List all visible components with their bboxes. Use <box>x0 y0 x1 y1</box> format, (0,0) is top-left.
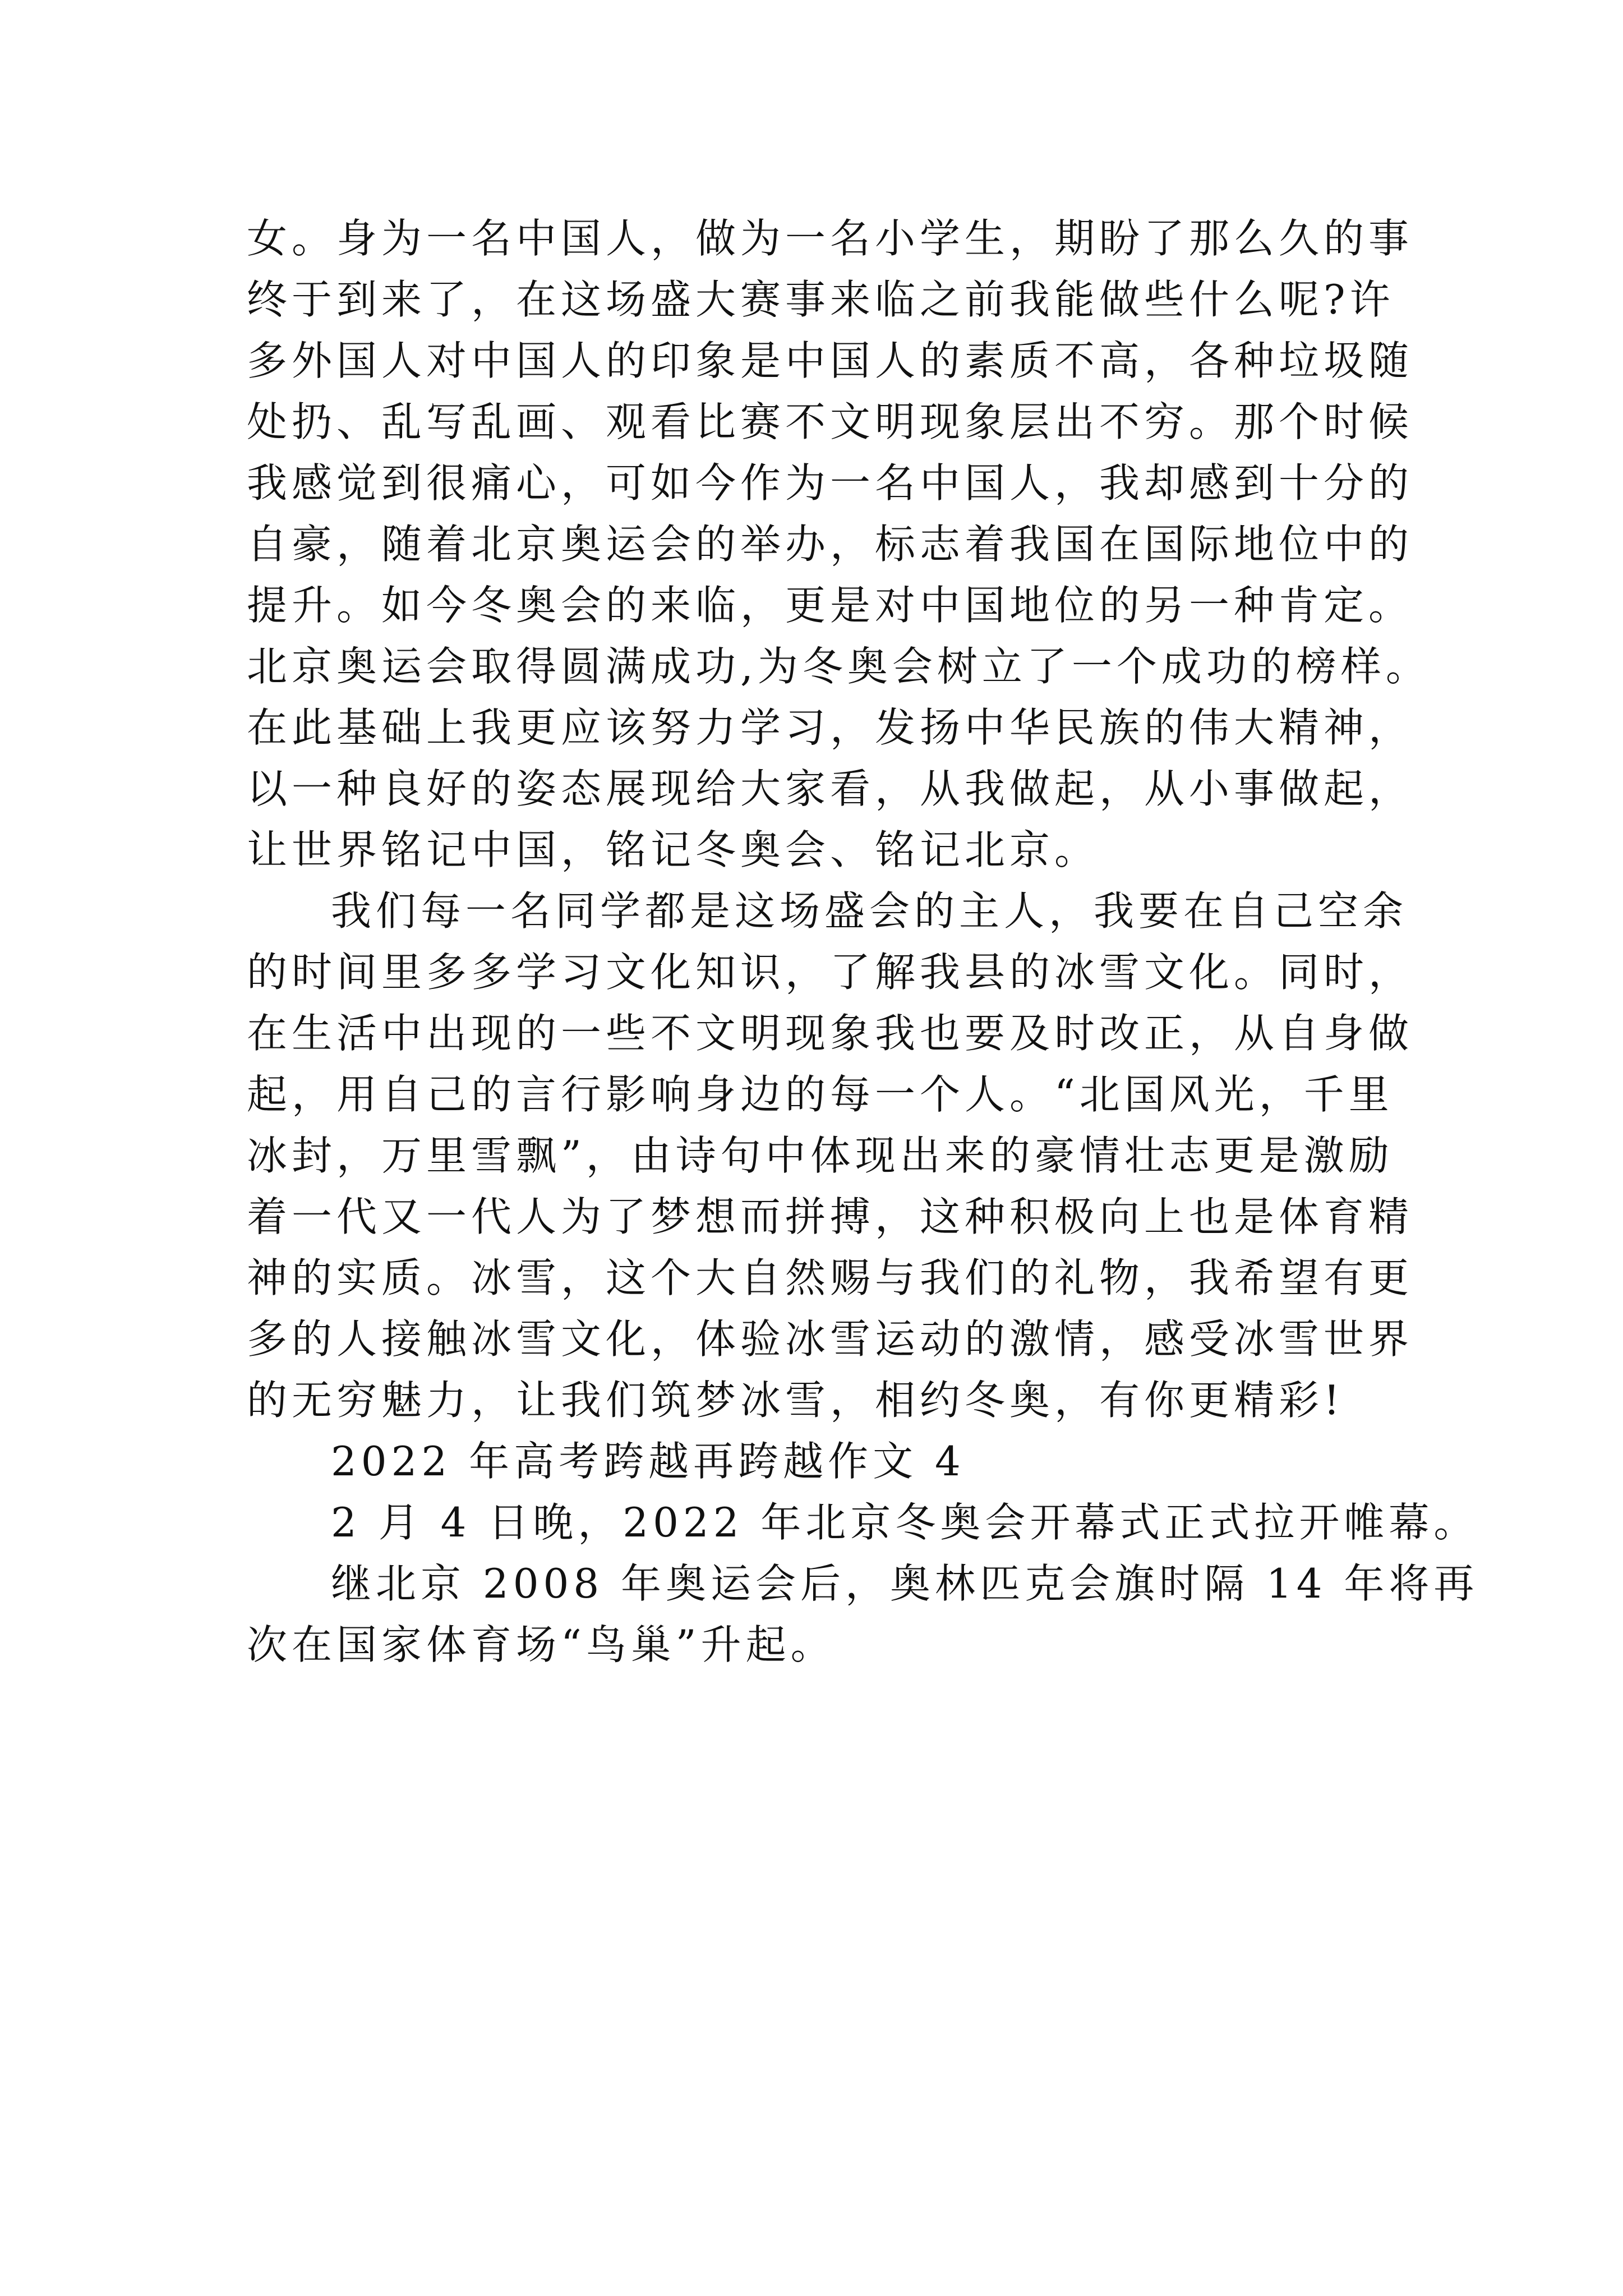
paragraph-line: 继北京 2008 年奥运会后，奥林匹克会旗时隔 14 年将再 <box>331 1560 1479 1607</box>
paragraph-line: 着一代又一代人为了梦想而拼搏，这种积极向上也是体育精 <box>247 1193 1414 1240</box>
section-heading: 2022 年高考跨越再跨越作文 4 <box>331 1438 965 1485</box>
paragraph-line: 北京奥运会取得圆满成功,为冬奥会树立了一个成功的榜样。 <box>247 643 1431 690</box>
paragraph-line: 冰封，万里雪飘”，由诗句中体现出来的豪情壮志更是激励 <box>247 1132 1394 1179</box>
paragraph-line: 提升。如今冬奥会的来临，更是对中国地位的另一种肯定。 <box>247 582 1414 629</box>
paragraph-line: 我感觉到很痛心，可如今作为一名中国人，我却感到十分的 <box>247 459 1414 507</box>
paragraph-line: 多的人接触冰雪文化，体验冰雪运动的激情，感受冰雪世界 <box>247 1315 1414 1363</box>
paragraph-line: 终于到来了，在这场盛大赛事来临之前我能做些什么呢?许 <box>247 276 1395 323</box>
paragraph-line: 多外国人对中国人的印象是中国人的素质不高，各种垃圾随 <box>247 337 1414 384</box>
paragraph-line: 的时间里多多学习文化知识，了解我县的冰雪文化。同时， <box>247 949 1414 996</box>
paragraph-line: 女。身为一名中国人，做为一名小学生，期盼了那么久的事 <box>247 215 1414 262</box>
paragraph-line: 神的实质。冰雪，这个大自然赐与我们的礼物，我希望有更 <box>247 1254 1414 1301</box>
paragraph-line: 2 月 4 日晚，2022 年北京冬奥会开幕式正式拉开帷幕。 <box>331 1499 1479 1546</box>
paragraph-line: 在此基础上我更应该努力学习，发扬中华民族的伟大精神， <box>247 704 1414 751</box>
paragraph-line: 在生活中出现的一些不文明现象我也要及时改正，从自身做 <box>247 1010 1414 1057</box>
paragraph-line: 自豪，随着北京奥运会的举办，标志着我国在国际地位中的 <box>247 521 1414 568</box>
paragraph-line: 我们每一名同学都是这场盛会的主人，我要在自己空余 <box>331 887 1408 935</box>
paragraph-line: 让世界铭记中国，铭记冬奥会、铭记北京。 <box>247 826 1100 873</box>
paragraph-line: 处扔、乱写乱画、观看比赛不文明现象层出不穷。那个时候 <box>247 398 1414 445</box>
paragraph-line: 的无穷魅力，让我们筑梦冰雪，相约冬奥，有你更精彩! <box>247 1377 1344 1424</box>
paragraph-line: 起，用自己的言行影响身边的每一个人。“北国风光，千里 <box>247 1071 1394 1118</box>
paragraph-line: 以一种良好的姿态展现给大家看，从我做起，从小事做起， <box>247 765 1414 812</box>
paragraph-line: 次在国家体育场“鸟巢”升起。 <box>247 1621 836 1668</box>
